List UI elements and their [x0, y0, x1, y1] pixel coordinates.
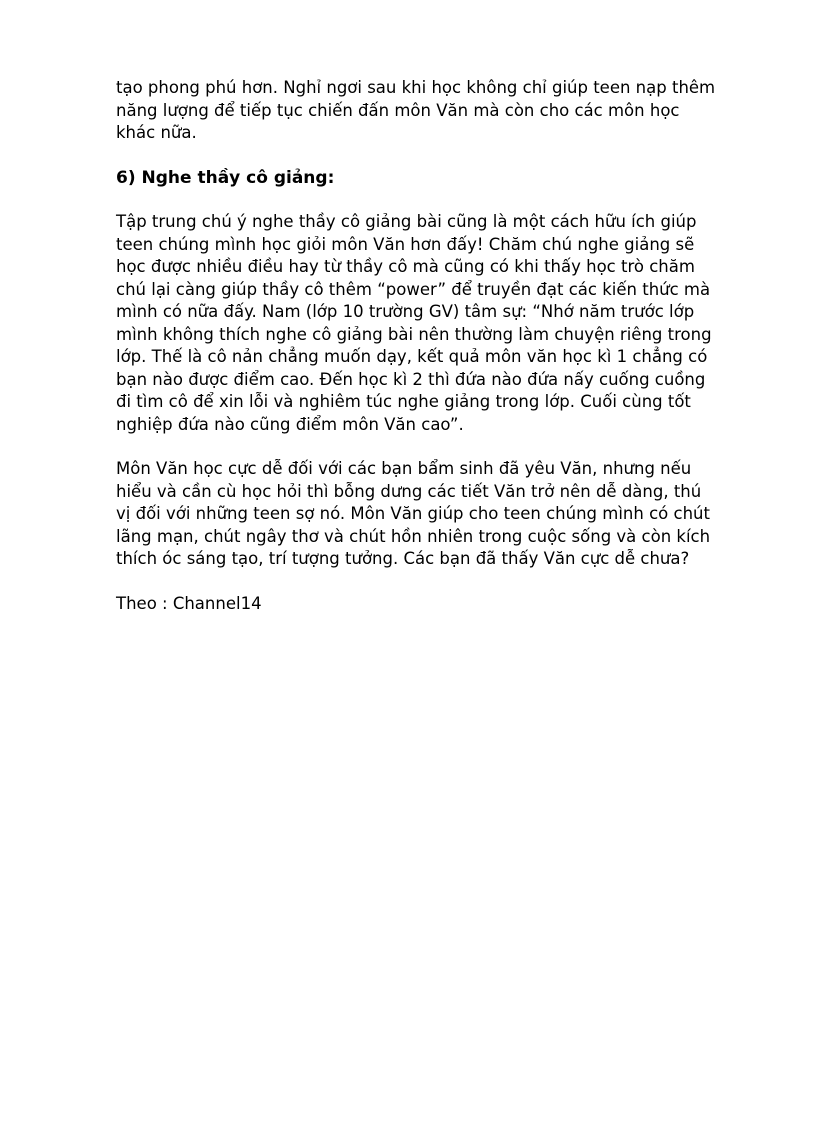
intro-paragraph: tạo phong phú hơn. Nghỉ ngơi sau khi học không chỉ giúp teen nạp thêm năng lượng để tiếp tục chiến đấn môn Văn mà còn cho các môn học khác nữa. — [116, 78, 716, 142]
section-heading: 6) Nghe thầy cô giảng: — [116, 167, 335, 188]
conclusion-paragraph: Môn Văn học cực dễ đối với các bạn bẩm sinh đã yêu Văn, nhưng nếu hiểu và cần cù học hỏi thì bỗng dưng các tiết Văn trở nên dễ dàng, thú vị đối với những teen sợ nó. Môn Văn giúp cho teen chúng mình có chút lãng mạn, chút ngây thơ và chút hồn nhiên trong cuộc sống và còn kích thích óc sáng tạo, trí tượng tưởng. Các bạn đã thấy Văn cực dễ chưa? — [116, 459, 711, 568]
source-line: Theo : Channel14 — [116, 593, 262, 613]
section-paragraph: Tập trung chú ý nghe thầy cô giảng bài cũng là một cách hữu ích giúp teen chúng mình học giỏi môn Văn hơn đấy! Chăm chú nghe giảng sẽ học được nhiều điều hay từ thầy cô mà cũng có khi thấy học trò chăm chú lại càng giúp thầy cô thêm “power” để truyền đạt các kiến thức mà mình có nữa đấy. Nam (lớp 10 trường GV) tâm sự: “Nhớ năm trước lớp mình không thích nghe cô giảng bài nên thường làm chuyện riêng trong lớp. Thế là cô nản chẳng muốn dạy, kết quả môn văn học kì 1 chẳng có bạn nào được điểm cao. Đến học kì 2 thì đứa nào đứa nấy cuống cuồng đi tìm cô để xin lỗi và nghiêm túc nghe giảng trong lớp. Cuối cùng tốt nghiệp đứa nào cũng điểm môn Văn cao”. — [116, 212, 712, 434]
